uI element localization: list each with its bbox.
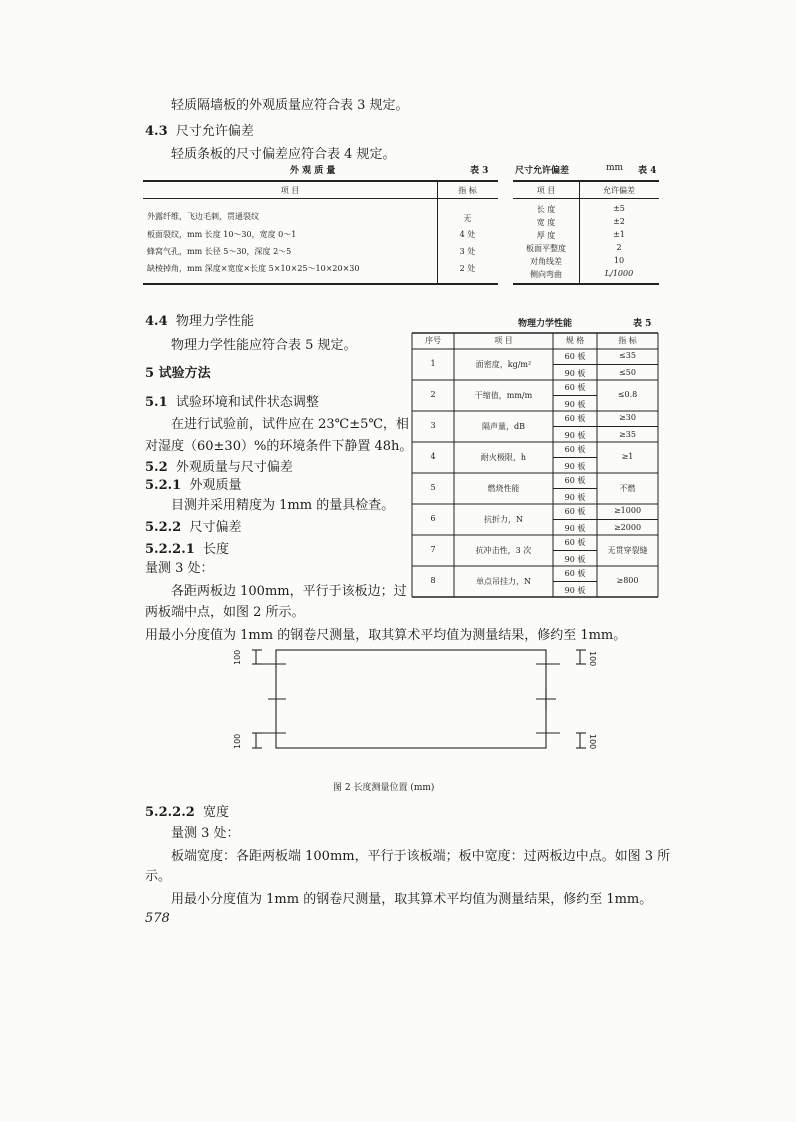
paragraph-text: 对湿度（60±30）%的环境条件下静置 48h。 [145,439,413,454]
table-cell: 面密度，kg/m² [475,359,532,369]
table-number: 表 3 [470,166,489,176]
dimension-label: 100 [233,649,242,665]
table-cell: ≥1000 [613,506,642,515]
table-cell: 抗折力，N [484,514,523,524]
table-cell: 90 板 [564,461,586,471]
table-cell: ≥2000 [613,522,642,532]
table-cell: 2 [430,389,436,399]
heading-title: 尺寸偏差 [189,520,242,535]
table-cell: 长 度 [536,205,556,214]
paragraph-size-ref: 轻质条板的尺寸偏差应符合表 4 规定。 [171,147,396,162]
table-cell: 6 [430,513,436,523]
column-header: 指 标 [458,186,477,195]
board-outline [276,650,546,748]
paragraph-text: 量测 3 处： [171,826,240,841]
table-cell: ±2 [613,217,625,226]
column-header: 项 目 [280,186,300,195]
figure-caption: 图 2 长度测量位置 (mm) [333,783,435,793]
table-cell: 无贯穿裂缝 [607,545,648,555]
paragraph-text: 板端宽度：各距两板端 100mm，平行于该板端；板中宽度：过两板边中点。如图 3 所 [171,849,671,864]
paragraph-text: 用最小分度值为 1mm 的钢卷尺测量，取其算术平均值为测量结果，修约至 1mm。 [171,892,653,907]
table-cell: 1 [430,358,436,368]
table-cell: 单点吊挂力，N [476,576,531,586]
table-cell: 缺棱掉角，mm 深度×宽度×长度 5×10×25～10×20×30 [147,264,360,273]
table-cell: 厚 度 [536,231,556,240]
table-cell: 耐火极限，h [480,452,527,462]
dimension-label: 100 [588,734,597,750]
column-header: 允许偏差 [603,186,635,195]
table-cell: 60 板 [564,507,586,516]
table-cell: 90 板 [564,399,586,409]
table-cell: ≥35 [619,429,636,439]
table-cell: 宽 度 [536,218,556,227]
paragraph-text: 在进行试验前，试件应在 23℃±5℃，相 [171,417,409,432]
table-cell: 蜂窝气孔，mm 长径 5～30，深度 2～5 [147,247,292,256]
heading-number: 4.3 [145,124,168,139]
table-cell: 2 [616,243,622,252]
heading-title: 宽度 [203,805,230,820]
dimension-label: 100 [233,733,242,749]
table-unit: mm [606,163,624,173]
column-header: 项 目 [536,186,556,195]
heading-title: 物理力学性能 [175,314,254,329]
heading-title: 外观质量 [189,478,242,493]
table-cell: 无 [463,214,472,223]
heading-title: 尺寸允许偏差 [175,124,254,139]
heading-5: 5 试验方法 [145,366,211,381]
table-cell: 4 [430,451,436,461]
table-title: 尺寸允许偏差 [515,166,570,176]
paragraph-text: 两板端中点，如图 2 所示。 [145,605,305,620]
paragraph-text: 目测并采用精度为 1mm 的量具检查。 [171,498,395,513]
page-number: 578 [145,911,170,926]
heading-number: 5.2 [145,460,168,475]
table-title: 物理力学性能 [518,319,573,329]
heading-number: 5.2.1 [145,478,182,493]
table-cell: 90 板 [564,492,586,502]
table-cell: 板面裂纹，mm 长度 10～30，宽度 0～1 [147,230,297,239]
paragraph-measure: 用最小分度值为 1mm 的钢卷尺测量，取其算术平均值为测量结果，修约至 1mm。 [145,628,627,643]
paragraph-appearance-ref: 轻质隔墙板的外观质量应符合表 3 规定。 [171,98,409,113]
heading-5-2-2-2 [145,801,229,820]
table-cell: 3 处 [459,247,476,256]
table-cell: L/1000 [604,269,634,278]
table-cell: ≤35 [619,351,636,360]
table-cell: 不燃 [619,483,636,493]
table-cell: 10 [613,256,625,265]
paragraph-physical-ref: 物理力学性能应符合表 5 规定。 [171,338,357,353]
heading-title: 长度 [203,542,230,557]
table-cell: ≤0.8 [617,389,638,399]
table-cell: 8 [430,575,436,585]
table-cell: 60 板 [564,569,586,578]
paragraph-text: 各距两板边 100mm，平行于该板边；过 [171,584,407,599]
column-header: 规 格 [565,336,585,345]
table-cell: 隔声量，dB [482,421,525,431]
table-cell: 外露纤维，飞边毛刺，贯通裂纹 [147,212,259,221]
table-cell: 60 板 [564,352,586,361]
table-cell: 2 处 [459,264,476,273]
table-cell: 干缩值，mm/m [474,390,533,400]
heading-title: 试验环境和试件状态调整 [175,395,319,410]
table-cell: ≥30 [619,413,636,422]
paragraph-text: 示。 [145,869,172,884]
table-cell: 90 板 [564,554,586,564]
table-title: 外 观 质 量 [290,166,336,176]
table-cell: 60 板 [564,383,586,392]
table-cell: ±5 [613,204,625,213]
table-cell: 90 板 [564,523,586,533]
paragraph-text: 量测 3 处： [145,561,214,576]
column-header: 序号 [425,336,441,345]
table-cell: 对角线差 [530,257,562,266]
table-cell: 60 板 [564,476,586,485]
table-cell: 7 [430,544,436,554]
table-cell: ±1 [613,230,625,239]
table-cell: 60 板 [564,414,586,423]
table-cell: 抗冲击性，3 次 [475,545,532,555]
dimension-label: 100 [588,651,597,667]
table-number: 表 5 [633,319,652,329]
heading-title: 外观质量与尺寸偏差 [175,460,293,475]
heading-number: 5.1 [145,395,168,410]
table-cell: 燃烧性能 [487,483,520,493]
table-cell: 4 处 [459,230,476,239]
table-number: 表 4 [638,166,657,176]
heading-number: 5.2.2.2 [145,805,195,820]
table-cell: 板面平整度 [526,244,566,253]
table-cell: ≥1 [621,451,634,461]
table-cell: 60 板 [564,445,586,454]
table-cell: 90 板 [564,430,586,440]
table-cell: 侧向弯曲 [530,270,562,279]
column-header: 项 目 [494,336,513,345]
column-header: 指 标 [618,336,637,345]
heading-number: 5.2.2 [145,520,182,535]
table-cell: 5 [430,482,436,492]
table-cell: ≥800 [616,575,639,585]
table-cell: 60 板 [564,538,586,547]
table-cell: ≤50 [619,367,636,377]
table-cell: 90 板 [564,585,586,595]
table-cell: 3 [430,420,436,430]
table-cell: 90 板 [564,368,586,378]
heading-number: 5.2.2.1 [145,542,195,557]
heading-number: 4.4 [145,314,168,329]
